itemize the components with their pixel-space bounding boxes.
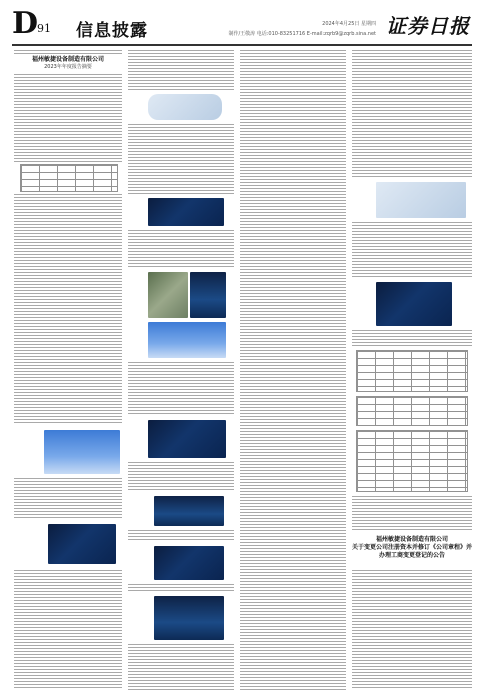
screenshot-image xyxy=(154,496,224,526)
screenshot-image xyxy=(148,322,226,358)
photo-image xyxy=(376,282,452,326)
column-4 xyxy=(352,50,472,690)
text-block xyxy=(14,570,122,690)
page-header xyxy=(12,8,472,46)
text-block xyxy=(352,496,472,530)
section-title: 信息披露 xyxy=(76,21,148,41)
text-block xyxy=(352,330,472,346)
screenshot-image xyxy=(154,596,224,640)
column-1 xyxy=(14,50,122,690)
photo-image xyxy=(190,272,226,318)
editor-line: 制作/王敬涛 电话:010-83251716 E-mail:zqrb9@zqrb.sina.net xyxy=(228,31,376,37)
data-table xyxy=(356,396,468,426)
text-block xyxy=(14,50,122,54)
screenshot-image xyxy=(148,198,224,226)
text-block xyxy=(352,570,472,690)
text-block xyxy=(352,50,472,178)
text-block xyxy=(128,584,234,592)
screenshot-image xyxy=(148,420,226,458)
screenshot-image xyxy=(44,430,120,474)
data-table xyxy=(20,164,118,192)
text-block xyxy=(128,124,234,194)
screenshot-image xyxy=(48,524,116,564)
page-number: 91 xyxy=(37,22,51,35)
date-line: 2024年4月25日 星期四 xyxy=(322,21,376,27)
data-table xyxy=(356,350,468,392)
text-block xyxy=(14,478,122,520)
text-block xyxy=(14,74,122,162)
photo-image xyxy=(154,546,224,580)
data-table xyxy=(356,430,468,492)
column-2 xyxy=(128,50,234,690)
text-block xyxy=(240,50,346,690)
text-block xyxy=(128,362,234,416)
diagram-image xyxy=(376,182,466,218)
notice-company: 福州敏捷设备制造有限公司 xyxy=(375,536,448,543)
text-block xyxy=(14,194,122,424)
masthead-logo: 证券日报 xyxy=(386,14,470,38)
text-block xyxy=(128,462,234,492)
text-block xyxy=(128,50,234,90)
text-block xyxy=(128,230,234,268)
report-company: 福州敏捷设备制造有限公司 xyxy=(31,56,104,63)
section-letter: D xyxy=(12,6,39,41)
photo-image xyxy=(148,272,188,318)
text-block xyxy=(128,530,234,542)
text-block xyxy=(128,644,234,690)
text-block xyxy=(352,222,472,278)
report-title: 2023年年度报告摘要 xyxy=(44,64,92,70)
report-heading xyxy=(14,56,122,71)
notice-heading xyxy=(352,536,472,560)
column-3 xyxy=(240,50,346,690)
notice-title: 关于变更公司注册资本并修订《公司章程》并办理工商变更登记的公告 xyxy=(352,544,472,559)
diagram-image xyxy=(148,94,222,120)
